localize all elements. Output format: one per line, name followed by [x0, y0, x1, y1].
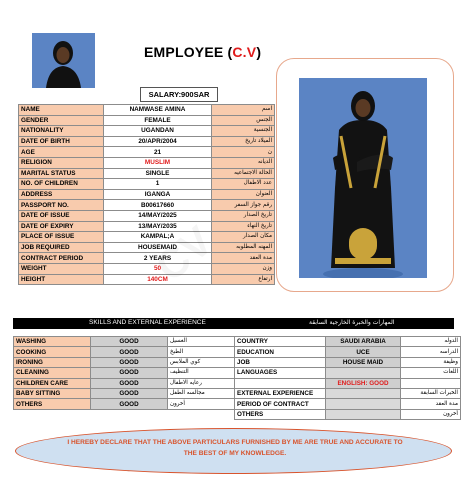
- skill-level: GOOD: [91, 388, 168, 398]
- info-arabic-label: الميلاد تاريخ: [212, 136, 275, 147]
- experience-value: [326, 409, 401, 419]
- info-value: FEMALE: [104, 115, 212, 126]
- experience-arabic: مدة العقد: [401, 399, 461, 409]
- skill-row: [14, 357, 239, 367]
- info-row: [19, 126, 275, 137]
- experience-arabic: وظيفة: [401, 357, 461, 367]
- info-label: ADDRESS: [19, 189, 104, 200]
- experience-key: PERIOD OF CONTRACT: [235, 399, 326, 409]
- skills-table: [13, 336, 239, 410]
- skill-level: GOOD: [91, 347, 168, 357]
- skill-name: CHILDREN CARE: [14, 378, 91, 388]
- info-label: HEIGHT: [19, 274, 104, 285]
- skills-header-band: [13, 318, 454, 329]
- info-label: PASSPORT NO.: [19, 200, 104, 211]
- experience-row: [235, 409, 461, 419]
- skill-name: IRONING: [14, 357, 91, 367]
- experience-row: [235, 347, 461, 357]
- skill-level: GOOD: [91, 399, 168, 409]
- skill-level: GOOD: [91, 368, 168, 378]
- experience-row: [235, 399, 461, 409]
- skill-row: [14, 337, 239, 347]
- info-label: MARITAL STATUS: [19, 168, 104, 179]
- skill-name: CLEANING: [14, 368, 91, 378]
- skill-name: WASHING: [14, 337, 91, 347]
- info-arabic-label: المهنه المطلوبه: [212, 242, 275, 253]
- experience-row: [235, 388, 461, 398]
- skill-arabic: رعايه الاطفال: [168, 378, 239, 388]
- skill-name: BABY SITTING: [14, 388, 91, 398]
- info-arabic-label: مدة العقد: [212, 253, 275, 264]
- salary-box: SALARY:900SAR: [140, 87, 218, 102]
- info-value: 2 YEARS: [104, 253, 212, 264]
- info-label: RELIGION: [19, 157, 104, 168]
- small-portrait-photo: [32, 33, 95, 88]
- skill-arabic: الغسيل: [168, 337, 239, 347]
- skill-arabic: مجالسه الطفل: [168, 388, 239, 398]
- info-label: WEIGHT: [19, 263, 104, 274]
- skill-row: [14, 368, 239, 378]
- skill-arabic: الطبخ: [168, 347, 239, 357]
- skill-level: GOOD: [91, 337, 168, 347]
- skill-level: GOOD: [91, 357, 168, 367]
- skill-row: [14, 378, 239, 388]
- info-arabic-label: العنوان: [212, 189, 275, 200]
- experience-row: [235, 357, 461, 367]
- info-arabic-label: اسم: [212, 105, 275, 116]
- info-row: [19, 189, 275, 200]
- info-arabic-label: عدد الاطفال: [212, 179, 275, 190]
- info-row: [19, 200, 275, 211]
- info-row: [19, 232, 275, 243]
- info-row: [19, 168, 275, 179]
- info-arabic-label: ارتفاع: [212, 274, 275, 285]
- info-row: [19, 210, 275, 221]
- info-row: [19, 221, 275, 232]
- info-value: 14/MAY/2025: [104, 210, 212, 221]
- experience-value: [326, 399, 401, 409]
- info-value: MUSLIM: [104, 157, 212, 168]
- info-label: DATE OF EXPIRY: [19, 221, 104, 232]
- info-row: [19, 105, 275, 116]
- experience-value: HOUSE MAID: [326, 357, 401, 367]
- info-row: [19, 242, 275, 253]
- skills-header-english: SKILLS AND EXTERNAL EXPERIENCE: [89, 319, 206, 326]
- skills-header-arabic: المهارات والخبرة الخارجية السابقة: [309, 319, 395, 326]
- skill-name: COOKING: [14, 347, 91, 357]
- experience-key: [235, 378, 326, 388]
- experience-value: SAUDI ARABIA: [326, 337, 401, 347]
- experience-row: [235, 337, 461, 347]
- page-title: EMPLOYEE (C.V): [144, 44, 262, 60]
- info-arabic-label: مكان الصدار: [212, 232, 275, 243]
- declaration-text: I HEREBY DECLARE THAT THE ABOVE PARTICULARS FURNISHED BY ME ARE TRUE AND ACCURATE TO THE BEST OF MY KNOWLEDGE.: [67, 439, 403, 457]
- experience-value: ENGLISH: GOOD: [326, 378, 401, 388]
- skill-row: [14, 399, 239, 409]
- experience-row: [235, 378, 461, 388]
- experience-arabic: الخبرات السابقة: [401, 388, 461, 398]
- experience-arabic: اللغات: [401, 368, 461, 378]
- info-arabic-label: الحالة الاجتماعيه: [212, 168, 275, 179]
- info-value: UGANDAN: [104, 126, 212, 137]
- experience-key: JOB: [235, 357, 326, 367]
- info-label: NAME: [19, 105, 104, 116]
- experience-key: EXTERNAL EXPERIENCE: [235, 388, 326, 398]
- experience-key: OTHERS: [235, 409, 326, 419]
- experience-arabic: الدوله: [401, 337, 461, 347]
- info-value: B00617660: [104, 200, 212, 211]
- info-label: NO. OF CHILDREN: [19, 179, 104, 190]
- skill-arabic: كوي الملابس: [168, 357, 239, 367]
- experience-arabic: الدراسه: [401, 347, 461, 357]
- experience-arabic: أخرون: [401, 409, 461, 419]
- info-value: 21: [104, 147, 212, 158]
- info-arabic-label: وزن: [212, 263, 275, 274]
- skill-name: OTHERS: [14, 399, 91, 409]
- info-arabic-label: تاريخ النهاء: [212, 221, 275, 232]
- info-arabic-label: الجنسية: [212, 126, 275, 137]
- info-row: [19, 179, 275, 190]
- experience-value: [326, 388, 401, 398]
- info-value: 140CM: [104, 274, 212, 285]
- info-label: JOB REQUIRED: [19, 242, 104, 253]
- experience-value: [326, 368, 401, 378]
- info-label: DATE OF ISSUE: [19, 210, 104, 221]
- skill-row: [14, 388, 239, 398]
- info-label: DATE OF BIRTH: [19, 136, 104, 147]
- info-value: HOUSEMAID: [104, 242, 212, 253]
- info-value: 20/APR/2004: [104, 136, 212, 147]
- info-label: PLACE OF ISSUE: [19, 232, 104, 243]
- info-row: [19, 274, 275, 285]
- info-label: CONTRACT PERIOD: [19, 253, 104, 264]
- skill-arabic: التنظيف: [168, 368, 239, 378]
- info-value: 13/MAY/2035: [104, 221, 212, 232]
- info-label: NATIONALITY: [19, 126, 104, 137]
- personal-info-table: [18, 104, 275, 285]
- info-row: [19, 147, 275, 158]
- skill-level: GOOD: [91, 378, 168, 388]
- info-row: [19, 157, 275, 168]
- info-label: AGE: [19, 147, 104, 158]
- info-value: 50: [104, 263, 212, 274]
- info-value: NAMWASE AMINA: [104, 105, 212, 116]
- info-arabic-label: ن: [212, 147, 275, 158]
- experience-value: UCE: [326, 347, 401, 357]
- experience-row: [235, 368, 461, 378]
- info-row: [19, 115, 275, 126]
- experience-key: LANGUAGES: [235, 368, 326, 378]
- info-value: IGANGA: [104, 189, 212, 200]
- experience-table: [234, 336, 461, 420]
- skill-arabic: أخرون: [168, 399, 239, 409]
- info-value: 1: [104, 179, 212, 190]
- skill-row: [14, 347, 239, 357]
- info-row: [19, 136, 275, 147]
- info-label: GENDER: [19, 115, 104, 126]
- experience-arabic: [401, 378, 461, 388]
- experience-key: COUNTRY: [235, 337, 326, 347]
- info-arabic-label: رقم جواز السفر: [212, 200, 275, 211]
- info-arabic-label: الديانه: [212, 157, 275, 168]
- info-row: [19, 263, 275, 274]
- info-arabic-label: تاريخ الصدار: [212, 210, 275, 221]
- full-body-photo: [299, 78, 427, 278]
- experience-key: EDUCATION: [235, 347, 326, 357]
- info-arabic-label: الجنس: [212, 115, 275, 126]
- info-value: KAMPAL;A: [104, 232, 212, 243]
- info-value: SINGLE: [104, 168, 212, 179]
